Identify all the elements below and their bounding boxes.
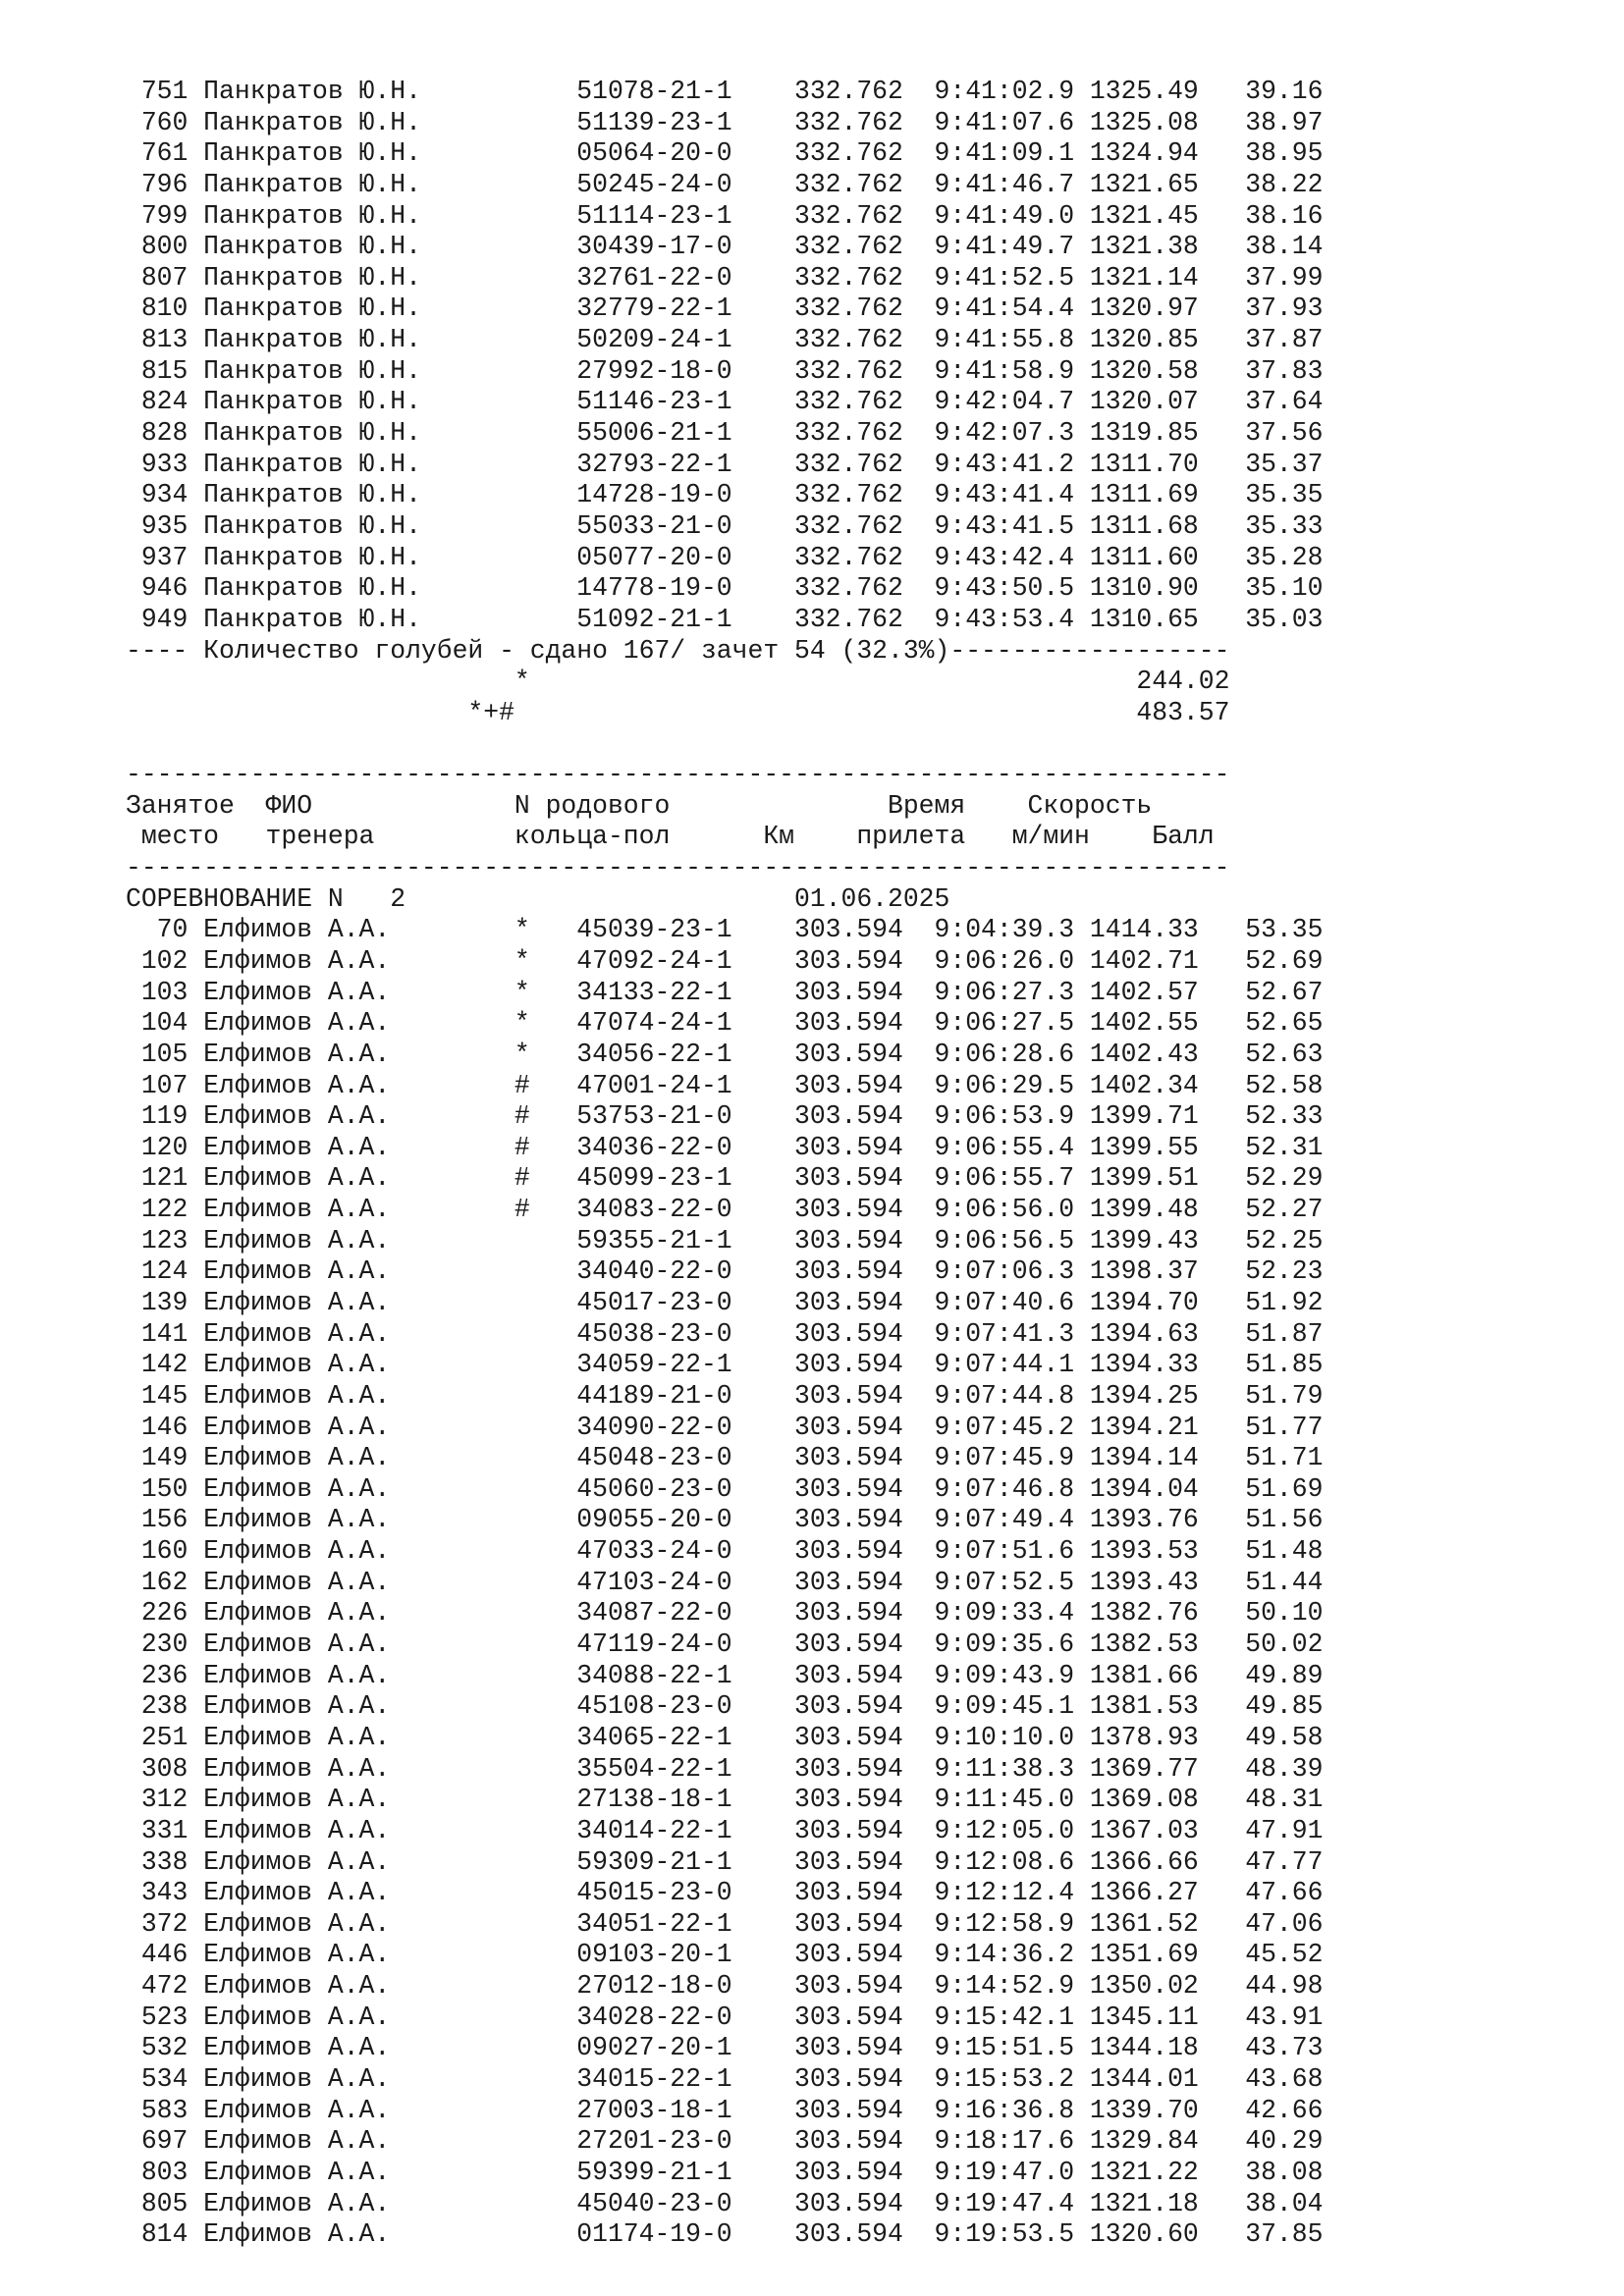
table-row: 124 Елфимов А.А. 34040-22-0 303.594 9:07:06.3 1398.37 52.23: [126, 1256, 1324, 1287]
table-row: 103 Елфимов А.А. * 34133-22-1 303.594 9:06:27.3 1402.57 52.67: [126, 977, 1324, 1007]
table-row: 312 Елфимов А.А. 27138-18-1 303.594 9:11:45.0 1369.08 48.31: [126, 1785, 1324, 1815]
table-row: 814 Елфимов А.А. 01174-19-0 303.594 9:19:53.5 1320.60 37.85: [126, 2219, 1324, 2250]
table-row: 162 Елфимов А.А. 47103-24-0 303.594 9:07:52.5 1393.43 51.44: [126, 1567, 1324, 1597]
table-row: 937 Панкратов Ю.Н. 05077-20-0 332.762 9:43:42.4 1311.60 35.28: [126, 542, 1324, 572]
table-row: 119 Елфимов А.А. # 53753-21-0 303.594 9:06:53.9 1399.71 52.33: [126, 1101, 1324, 1132]
column-header-line-2: место тренера кольца-пол Км прилета м/мин Балл: [126, 822, 1215, 852]
table-row: 815 Панкратов Ю.Н. 27992-18-0 332.762 9:41:58.9 1320.58 37.83: [126, 355, 1324, 386]
table-row: 472 Елфимов А.А. 27012-18-0 303.594 9:14:52.9 1350.02 44.98: [126, 1971, 1324, 2002]
table-row: 160 Елфимов А.А. 47033-24-0 303.594 9:07:51.6 1393.53 51.48: [126, 1536, 1324, 1567]
table-row: 251 Елфимов А.А. 34065-22-1 303.594 9:10:10.0 1378.93 49.58: [126, 1722, 1324, 1752]
table-row: 123 Елфимов А.А. 59355-21-1 303.594 9:06:56.5 1399.43 52.25: [126, 1225, 1324, 1255]
competition-title: СОРЕВНОВАНИЕ N 2 01.06.2025: [126, 883, 950, 914]
table-row: 800 Панкратов Ю.Н. 30439-17-0 332.762 9:41:49.7 1321.38 38.14: [126, 232, 1324, 262]
table-row: 230 Елфимов А.А. 47119-24-0 303.594 9:09:35.6 1382.53 50.02: [126, 1629, 1324, 1660]
table-row: 446 Елфимов А.А. 09103-20-1 303.594 9:14:36.2 1351.69 45.52: [126, 1940, 1324, 1970]
table-row: 532 Елфимов А.А. 09027-20-1 303.594 9:15:51.5 1344.18 43.73: [126, 2033, 1324, 2063]
table-row: 104 Елфимов А.А. * 47074-24-1 303.594 9:06:27.5 1402.55 52.65: [126, 1008, 1324, 1039]
table-row: 697 Елфимов А.А. 27201-23-0 303.594 9:18:17.6 1329.84 40.29: [126, 2126, 1324, 2157]
table-row: 807 Панкратов Ю.Н. 32761-22-0 332.762 9:41:52.5 1321.14 37.99: [126, 262, 1324, 293]
table-row: 803 Елфимов А.А. 59399-21-1 303.594 9:19:47.0 1321.22 38.08: [126, 2157, 1324, 2187]
separator: -----------------------------------------------------------------------: [126, 853, 1230, 883]
subtotal-line: * 244.02: [126, 667, 1230, 697]
table-row: 751 Панкратов Ю.Н. 51078-21-1 332.762 9:41:02.9 1325.49 39.16: [126, 77, 1324, 106]
table-row: 523 Елфимов А.А. 34028-22-0 303.594 9:15:42.1 1345.11 43.91: [126, 2002, 1324, 2032]
table-row: 343 Елфимов А.А. 45015-23-0 303.594 9:12:12.4 1366.27 47.66: [126, 1878, 1324, 1908]
table-row: 805 Елфимов А.А. 45040-23-0 303.594 9:19:47.4 1321.18 38.04: [126, 2188, 1324, 2218]
table-row: 238 Елфимов А.А. 45108-23-0 303.594 9:09:45.1 1381.53 49.85: [126, 1691, 1324, 1722]
table-row: 236 Елфимов А.А. 34088-22-1 303.594 9:09:43.9 1381.66 49.89: [126, 1660, 1324, 1690]
table-row: 760 Панкратов Ю.Н. 51139-23-1 332.762 9:41:07.6 1325.08 38.97: [126, 107, 1324, 137]
table-row: 813 Панкратов Ю.Н. 50209-24-1 332.762 9:41:55.8 1320.85 37.87: [126, 325, 1324, 355]
table-row: 824 Панкратов Ю.Н. 51146-23-1 332.762 9:42:04.7 1320.07 37.64: [126, 387, 1324, 417]
separator: -----------------------------------------------------------------------: [126, 760, 1230, 790]
summary-line: ---- Количество голубей - сдано 167/ зачет 54 (32.3%)------------------: [126, 635, 1230, 666]
table-row: 810 Панкратов Ю.Н. 32779-22-1 332.762 9:41:54.4 1320.97 37.93: [126, 294, 1324, 324]
table-row: 122 Елфимов А.А. # 34083-22-0 303.594 9:06:56.0 1399.48 52.27: [126, 1195, 1324, 1225]
table-row: 933 Панкратов Ю.Н. 32793-22-1 332.762 9:43:41.2 1311.70 35.37: [126, 449, 1324, 479]
table-row: 70 Елфимов А.А. * 45039-23-1 303.594 9:04:39.3 1414.33 53.35: [126, 915, 1324, 945]
column-header-line-1: Занятое ФИО N родового Время Скорость: [126, 790, 1153, 821]
results-document: [126, 77, 1520, 2251]
table-row: 141 Елфимов А.А. 45038-23-0 303.594 9:07:41.3 1394.63 51.87: [126, 1318, 1324, 1349]
table-row: 583 Елфимов А.А. 27003-18-1 303.594 9:16:36.8 1339.70 42.66: [126, 2095, 1324, 2125]
table-row: 372 Елфимов А.А. 34051-22-1 303.594 9:12:58.9 1361.52 47.06: [126, 1908, 1324, 1939]
table-row: 935 Панкратов Ю.Н. 55033-21-0 332.762 9:43:41.5 1311.68 35.33: [126, 510, 1324, 541]
table-row: 150 Елфимов А.А. 45060-23-0 303.594 9:07:46.8 1394.04 51.69: [126, 1473, 1324, 1504]
table-row: 145 Елфимов А.А. 44189-21-0 303.594 9:07:44.8 1394.25 51.79: [126, 1380, 1324, 1411]
table-row: 226 Елфимов А.А. 34087-22-0 303.594 9:09:33.4 1382.76 50.10: [126, 1598, 1324, 1629]
table-row: 934 Панкратов Ю.Н. 14728-19-0 332.762 9:43:41.4 1311.69 35.35: [126, 480, 1324, 510]
table-row: 105 Елфимов А.А. * 34056-22-1 303.594 9:06:28.6 1402.43 52.63: [126, 1039, 1324, 1069]
table-row: 156 Елфимов А.А. 09055-20-0 303.594 9:07:49.4 1393.76 51.56: [126, 1505, 1324, 1535]
table-row: 139 Елфимов А.А. 45017-23-0 303.594 9:07:40.6 1394.70 51.92: [126, 1287, 1324, 1317]
table-row: 121 Елфимов А.А. # 45099-23-1 303.594 9:06:55.7 1399.51 52.29: [126, 1163, 1324, 1194]
table-row: 149 Елфимов А.А. 45048-23-0 303.594 9:07:45.9 1394.14 51.71: [126, 1443, 1324, 1473]
table-row: 338 Елфимов А.А. 59309-21-1 303.594 9:12:08.6 1366.66 47.77: [126, 1846, 1324, 1877]
table-row: 331 Елфимов А.А. 34014-22-1 303.594 9:12:05.0 1367.03 47.91: [126, 1815, 1324, 1845]
table-row: 146 Елфимов А.А. 34090-22-0 303.594 9:07:45.2 1394.21 51.77: [126, 1412, 1324, 1442]
table-row: 120 Елфимов А.А. # 34036-22-0 303.594 9:06:55.4 1399.55 52.31: [126, 1132, 1324, 1162]
table-row: 761 Панкратов Ю.Н. 05064-20-0 332.762 9:41:09.1 1324.94 38.95: [126, 138, 1324, 169]
table-row: 308 Елфимов А.А. 35504-22-1 303.594 9:11:38.3 1369.77 48.39: [126, 1753, 1324, 1784]
table-row: 946 Панкратов Ю.Н. 14778-19-0 332.762 9:43:50.5 1310.90 35.10: [126, 573, 1324, 604]
table-row: 828 Панкратов Ю.Н. 55006-21-1 332.762 9:42:07.3 1319.85 37.56: [126, 418, 1324, 449]
table-row: 799 Панкратов Ю.Н. 51114-23-1 332.762 9:41:49.0 1321.45 38.16: [126, 200, 1324, 231]
spacer: [126, 728, 1520, 760]
table-row: 102 Елфимов А.А. * 47092-24-1 303.594 9:06:26.0 1402.71 52.69: [126, 945, 1324, 976]
table-row: 534 Елфимов А.А. 34015-22-1 303.594 9:15:53.2 1344.01 43.68: [126, 2064, 1324, 2094]
table-row: 949 Панкратов Ю.Н. 51092-21-1 332.762 9:43:53.4 1310.65 35.03: [126, 604, 1324, 634]
table-row: 796 Панкратов Ю.Н. 50245-24-0 332.762 9:41:46.7 1321.65 38.22: [126, 169, 1324, 199]
table-row: 107 Елфимов А.А. # 47001-24-1 303.594 9:06:29.5 1402.34 52.58: [126, 1070, 1324, 1100]
table-row: 142 Елфимов А.А. 34059-22-1 303.594 9:07:44.1 1394.33 51.85: [126, 1350, 1324, 1380]
subtotal-line: *+# 483.57: [126, 697, 1230, 727]
